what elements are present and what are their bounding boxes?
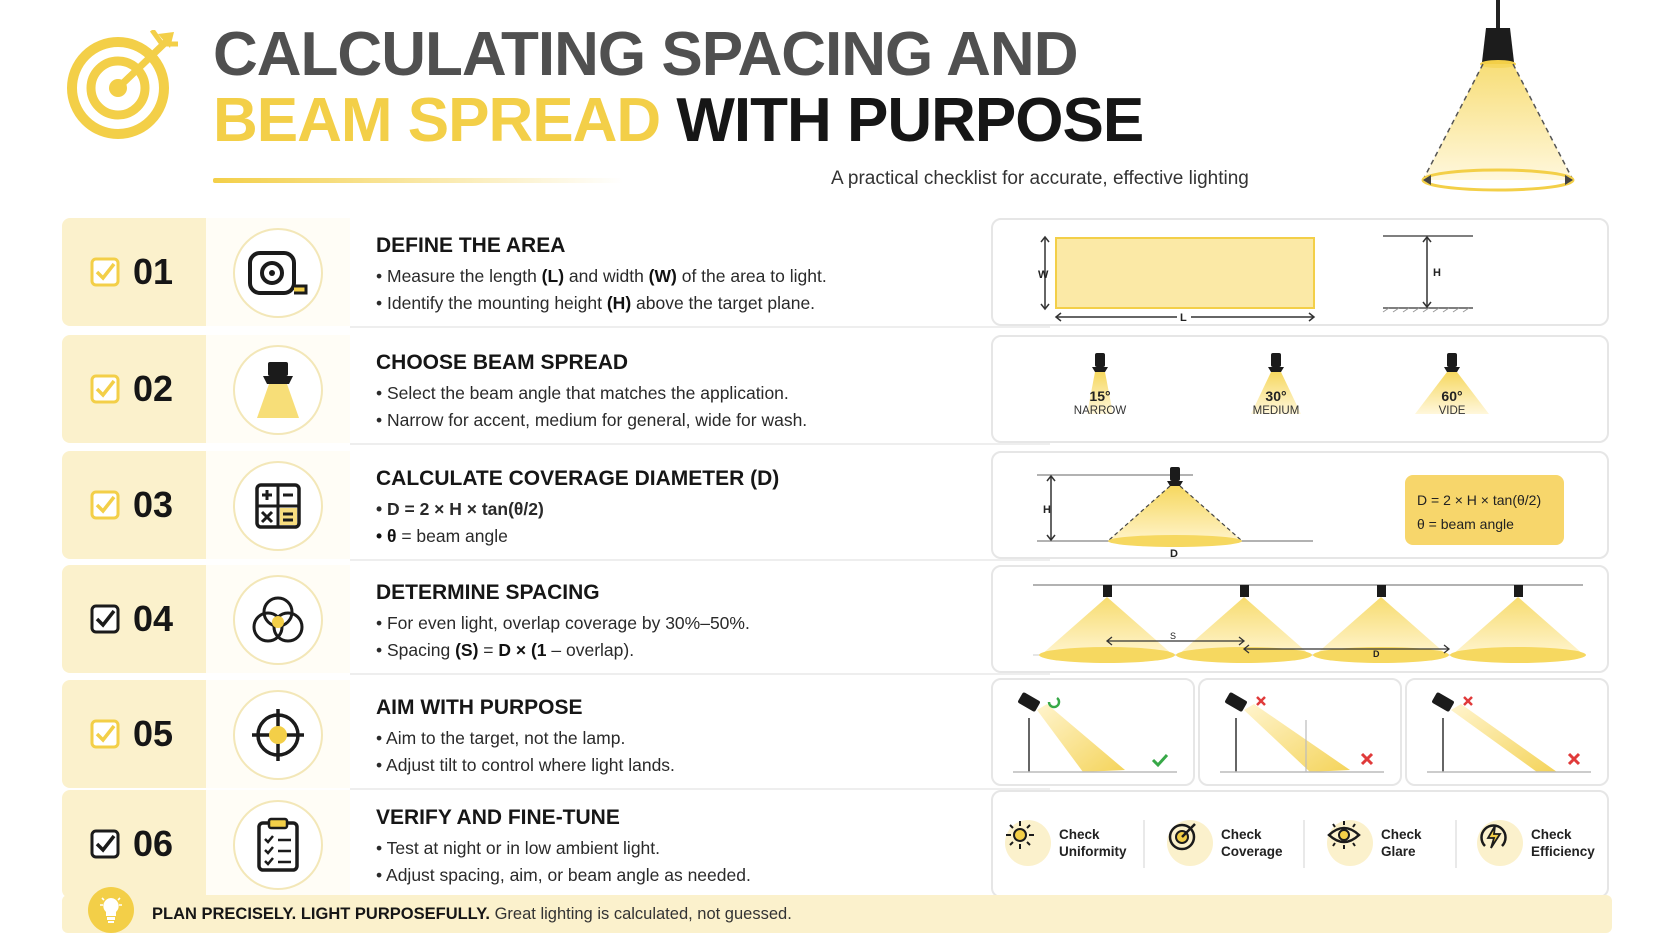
step-title: CHOOSE BEAM SPREAD — [376, 351, 629, 374]
checkbox-checked-icon[interactable] — [90, 829, 120, 859]
checkbox-checked-icon[interactable] — [90, 374, 120, 404]
step-bullet-1: • For even light, overlap coverage by 30%–50%. — [376, 613, 750, 633]
beam-spread-diagram — [991, 335, 1609, 443]
calculator-icon — [233, 461, 323, 551]
step-title: VERIFY AND FINE-TUNE — [376, 806, 620, 829]
step-title: AIM WITH PURPOSE — [376, 696, 583, 719]
cross-icon — [1464, 697, 1472, 705]
diameter-label: D — [1373, 649, 1380, 659]
step-bullet-2: • Spacing (S) = D × (1 – overlap). — [376, 640, 635, 660]
aim-panel-wrong-2 — [1405, 678, 1609, 786]
title-rest: WITH PURPOSE — [676, 86, 1144, 155]
title-line-1: CALCULATING SPACING AND — [213, 20, 1078, 89]
step-number-tile — [62, 218, 206, 326]
cross-icon — [1257, 697, 1265, 705]
step-bullet-2: • Narrow for accent, medium for general, wide for wash. — [376, 410, 808, 430]
step-title: DEFINE THE AREA — [376, 234, 566, 257]
step-number: 04 — [133, 598, 174, 639]
diameter-label: D — [1170, 548, 1178, 560]
coverage-diameter-diagram — [991, 451, 1609, 559]
step-bullet-1: • Measure the length (L) and width (W) of the area to light. — [376, 266, 827, 286]
verification-checks: Check Uniformity Check Coverage Check Glare Check Efficiency — [991, 790, 1609, 898]
lightbulb-icon — [88, 887, 134, 933]
area-dimensions-diagram — [991, 218, 1609, 326]
step-bullet-2: • Adjust tilt to control where light lands. — [376, 755, 675, 775]
beam-option-wide[interactable]: 60° VIDE — [1438, 388, 1466, 417]
check-icon — [1153, 755, 1167, 765]
step-bullet-1: • Test at night or in low ambient light. — [376, 838, 661, 858]
page-title — [213, 22, 1143, 154]
step-row-02 — [62, 335, 1612, 443]
height-label: H — [1433, 267, 1441, 279]
step-number: 01 — [133, 251, 174, 292]
cross-icon — [1362, 754, 1372, 764]
step-row-03 — [62, 451, 1612, 559]
step-row-01 — [62, 218, 1612, 326]
formula-line-2: θ = beam angle — [1417, 516, 1514, 532]
width-label: W — [1038, 269, 1049, 281]
step-bullet-1: • Aim to the target, not the lamp. — [376, 728, 626, 748]
title-underline — [213, 172, 623, 179]
cross-icon — [1569, 754, 1579, 764]
step-row-04 — [62, 565, 1612, 673]
beam-option-narrow[interactable]: 15° NARROW — [1073, 388, 1127, 417]
step-number: 05 — [133, 713, 174, 754]
tape-measure-icon — [233, 228, 323, 318]
spacing-label: S — [1170, 631, 1177, 641]
aim-panel-wrong-1 — [1198, 678, 1402, 786]
formula-line-1: D = 2 × H × tan(θ/2) — [1417, 492, 1542, 508]
step-number: 03 — [133, 484, 174, 525]
spotlight-icon — [233, 345, 323, 435]
clipboard-checklist-icon — [233, 800, 323, 890]
subtitle: A practical checklist for accurate, effective lighting — [831, 168, 1249, 189]
pendant-lamp-icon — [1405, 0, 1585, 200]
crosshair-icon — [233, 690, 323, 780]
beam-option-medium[interactable]: 30° MEDIUM — [1252, 388, 1300, 417]
eye-icon — [1327, 820, 1373, 866]
formula-card — [1405, 475, 1564, 545]
step-number: 06 — [133, 823, 174, 864]
step-title: CALCULATE COVERAGE DIAMETER (D) — [376, 467, 780, 490]
checkbox-checked-icon[interactable] — [90, 257, 120, 287]
step-number: 02 — [133, 368, 174, 409]
footer-text: PLAN PRECISELY. LIGHT PURPOSEFULLY. Great lighting is calculated, not guessed. — [152, 905, 792, 923]
spacing-diagram — [991, 565, 1609, 673]
title-accent: BEAM SPREAD — [213, 86, 661, 155]
step-bullet-1: • Select the beam angle that matches the application. — [376, 383, 789, 403]
step-bullet-2: • Adjust spacing, aim, or beam angle as needed. — [376, 865, 751, 885]
length-label: L — [1180, 312, 1187, 324]
target-arrow-icon — [66, 30, 184, 142]
sun-icon — [1005, 820, 1051, 866]
aiming-comparison — [991, 680, 1609, 788]
checkbox-checked-icon[interactable] — [90, 719, 120, 749]
aim-panel-correct — [991, 678, 1195, 786]
step-bullet-2: • θ = beam angle — [376, 526, 508, 546]
energy-bolt-icon — [1477, 820, 1523, 866]
step-bullet-2: • Identify the mounting height (H) above the target plane. — [376, 293, 816, 313]
target-icon — [1167, 820, 1213, 866]
checkbox-checked-icon[interactable] — [90, 490, 120, 520]
step-row-06 — [62, 790, 1612, 898]
overlapping-circles-icon — [233, 575, 323, 665]
step-bullet-1: • D = 2 × H × tan(θ/2) — [376, 499, 544, 519]
checkbox-checked-icon[interactable] — [90, 604, 120, 634]
step-row-05 — [62, 680, 1612, 788]
step-title: DETERMINE SPACING — [376, 581, 600, 604]
height-label: H — [1043, 504, 1051, 516]
